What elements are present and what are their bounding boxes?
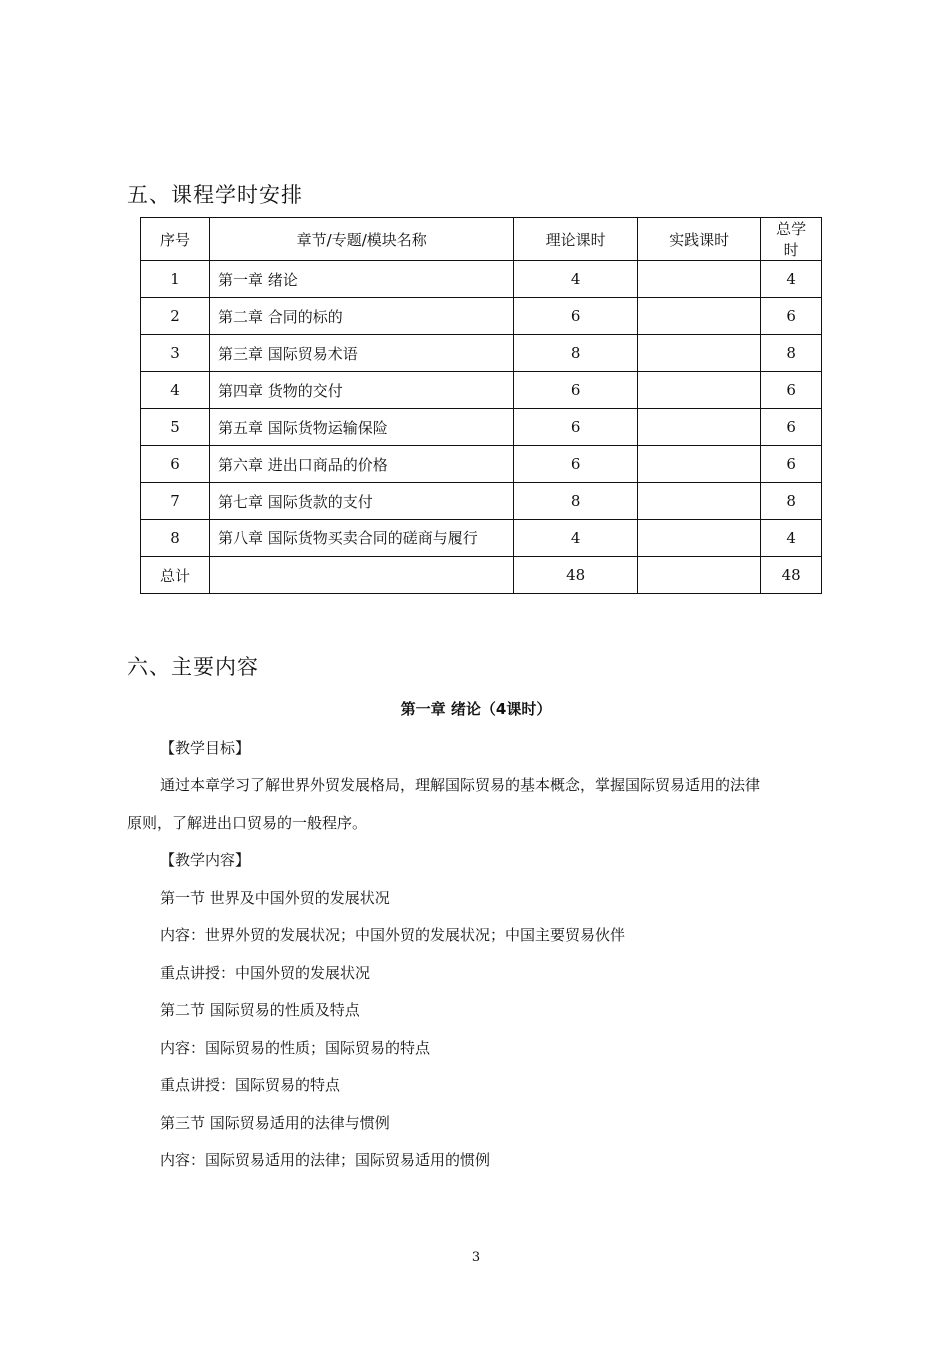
cell-total: 6 — [761, 298, 822, 335]
cell-practice — [637, 520, 760, 557]
cell-theory: 6 — [514, 446, 637, 483]
cell-theory: 6 — [514, 372, 637, 409]
cell-total: 8 — [761, 483, 822, 520]
goal-text-line-2: 原则，了解进出口贸易的一般程序。 — [127, 814, 368, 832]
cell-practice — [637, 409, 760, 446]
cell-practice — [637, 483, 760, 520]
schedule-table — [140, 217, 822, 594]
cell-no: 4 — [141, 372, 210, 409]
cell-total: 6 — [761, 372, 822, 409]
cell-name: 第三章 国际贸易术语 — [210, 335, 514, 372]
table-row — [141, 520, 822, 557]
cell-total: 4 — [761, 520, 822, 557]
section-3-title: 第三节 国际贸易适用的法律与惯例 — [160, 1114, 390, 1132]
cell-practice — [637, 261, 760, 298]
table-row — [141, 446, 822, 483]
section-2-focus: 重点讲授：国际贸易的特点 — [160, 1076, 341, 1094]
cell-name: 第二章 合同的标的 — [210, 298, 514, 335]
section-1-content: 内容：世界外贸的发展状况；中国外贸的发展状况；中国主要贸易伙伴 — [160, 926, 626, 944]
header-no: 序号 — [141, 218, 210, 261]
cell-name: 第五章 国际货物运输保险 — [210, 409, 514, 446]
cell-total: 4 — [761, 261, 822, 298]
cell-theory: 8 — [514, 483, 637, 520]
section-2-title: 第二节 国际贸易的性质及特点 — [160, 1001, 360, 1019]
section-5-title: 五、课程学时安排 — [127, 183, 303, 207]
cell-practice — [637, 446, 760, 483]
cell-no: 8 — [141, 520, 210, 557]
cell-no: 5 — [141, 409, 210, 446]
cell-theory: 6 — [514, 298, 637, 335]
table-row — [141, 372, 822, 409]
table-row — [141, 261, 822, 298]
section-2-content: 内容：国际贸易的性质；国际贸易的特点 — [160, 1039, 431, 1057]
cell-name: 第八章 国际货物买卖合同的磋商与履行 — [210, 520, 514, 557]
cell-name — [210, 557, 514, 594]
cell-theory: 8 — [514, 335, 637, 372]
cell-name: 第六章 进出口商品的价格 — [210, 446, 514, 483]
table-row — [141, 409, 822, 446]
table-row — [141, 483, 822, 520]
section-6-title: 六、主要内容 — [127, 655, 259, 679]
header-name: 章节/专题/模块名称 — [210, 218, 514, 261]
cell-name: 第四章 货物的交付 — [210, 372, 514, 409]
section-1-title: 第一节 世界及中国外贸的发展状况 — [160, 889, 390, 907]
table-total-row — [141, 557, 822, 594]
cell-theory: 4 — [514, 520, 637, 557]
cell-theory: 6 — [514, 409, 637, 446]
cell-no: 3 — [141, 335, 210, 372]
cell-name: 第一章 绪论 — [210, 261, 514, 298]
cell-name: 第七章 国际货款的支付 — [210, 483, 514, 520]
page-number: 3 — [471, 1250, 481, 1265]
cell-theory-total: 48 — [514, 557, 637, 594]
header-theory: 理论课时 — [514, 218, 637, 261]
table-header-row — [141, 218, 822, 261]
table-row — [141, 298, 822, 335]
header-practice: 实践课时 — [637, 218, 760, 261]
cell-practice — [637, 335, 760, 372]
cell-theory: 4 — [514, 261, 637, 298]
cell-grand-total: 48 — [761, 557, 822, 594]
goal-heading: 【教学目标】 — [160, 739, 251, 757]
cell-no: 2 — [141, 298, 210, 335]
content-heading: 【教学内容】 — [160, 851, 251, 869]
cell-total-label: 总计 — [141, 557, 210, 594]
table-row — [141, 335, 822, 372]
section-1-focus: 重点讲授：中国外贸的发展状况 — [160, 964, 371, 982]
section-3-content: 内容：国际贸易适用的法律；国际贸易适用的惯例 — [160, 1151, 491, 1169]
cell-no: 6 — [141, 446, 210, 483]
header-total: 总学时 — [761, 218, 822, 261]
cell-practice — [637, 372, 760, 409]
cell-practice-total — [637, 557, 760, 594]
cell-total: 6 — [761, 409, 822, 446]
goal-text-line-1: 通过本章学习了解世界外贸发展格局，理解国际贸易的基本概念，掌握国际贸易适用的法律 — [160, 776, 761, 794]
chapter-title: 第一章 绪论（4课时） — [400, 700, 552, 718]
cell-total: 8 — [761, 335, 822, 372]
cell-no: 7 — [141, 483, 210, 520]
cell-total: 6 — [761, 446, 822, 483]
cell-practice — [637, 298, 760, 335]
cell-no: 1 — [141, 261, 210, 298]
